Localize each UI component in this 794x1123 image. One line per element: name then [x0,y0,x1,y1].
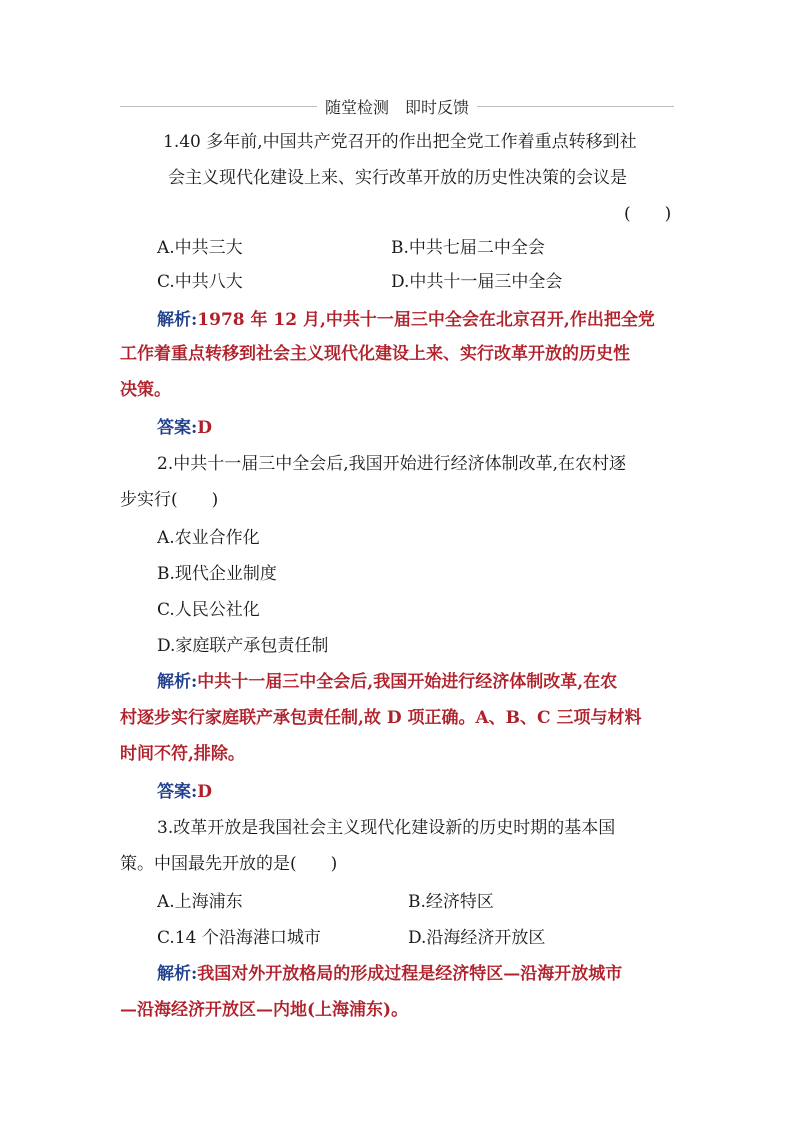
q1-option-d: D.中共十一届三中全会 [391,272,563,292]
q2-option-b: B.现代企业制度 [157,564,277,584]
q1-analysis-text1: 1978 年 12 月,中共十一届三中全会在北京召开,作出把全党 [197,310,655,330]
q2-option-a: A.农业合作化 [157,528,260,548]
q2-answer-label: 答案: [157,782,198,802]
q1-analysis-line3: 决策。 [120,380,171,400]
q2-answer-value: D [197,782,213,802]
q1-option-c: C.中共八大 [157,272,243,292]
q3-option-b: B.经济特区 [408,892,494,912]
q3-stem-line2: 策。中国最先开放的是( ) [120,854,338,874]
q1-answer-label: 答案: [157,418,198,438]
q1-answer [157,416,212,440]
q1-analysis-line1 [157,308,655,332]
q2-answer [157,780,212,804]
q1-stem-line1: 1.40 多年前,中国共产党召开的作出把全党工作着重点转移到社 [163,132,637,152]
q2-analysis-label: 解析: [157,672,198,692]
q2-analysis-text1: 中共十一届三中全会后,我国开始进行经济体制改革,在农 [197,672,618,692]
q2-stem-line2: 步实行( ) [120,490,219,510]
section-title: 随堂检测 即时反馈 [325,97,470,117]
q1-answer-blank: ( ) [624,204,672,224]
q3-analysis-label: 解析: [157,964,198,984]
q3-stem-line1: 3.改革开放是我国社会主义现代化建设新的历史时期的基本国 [157,818,616,838]
q2-analysis-line2: 村逐步实行家庭联产承包责任制,故 D 项正确。A、B、C 三项与材料 [120,708,642,728]
q2-analysis-line1 [157,670,617,694]
q1-analysis-label: 解析: [157,310,198,330]
q2-option-d: D.家庭联产承包责任制 [157,636,329,656]
header-rule-left [120,106,317,107]
q3-option-c: C.14 个沿海港口城市 [157,928,321,948]
q1-stem-line2: 会主义现代化建设上来、实行改革开放的历史性决策的会议是 [168,168,627,188]
section-header [120,92,674,120]
q3-analysis-line1 [157,962,622,986]
q3-option-a: A.上海浦东 [157,892,243,912]
q1-option-b: B.中共七届二中全会 [391,238,545,258]
q3-option-d: D.沿海经济开放区 [408,928,546,948]
q3-analysis-text1: 我国对外开放格局的形成过程是经济特区—沿海开放城市 [197,964,623,984]
q3-analysis-line2: —沿海经济开放区—内地(上海浦东)。 [120,1000,409,1020]
q2-option-c: C.人民公社化 [157,600,260,620]
header-rule-right [477,106,674,107]
q2-stem-line1: 2.中共十一届三中全会后,我国开始进行经济体制改革,在农村逐 [157,454,627,474]
q2-analysis-line3: 时间不符,排除。 [120,744,245,764]
q1-option-a: A.中共三大 [157,238,243,258]
q1-answer-value: D [197,418,213,438]
q1-analysis-line2: 工作着重点转移到社会主义现代化建设上来、实行改革开放的历史性 [120,344,630,364]
